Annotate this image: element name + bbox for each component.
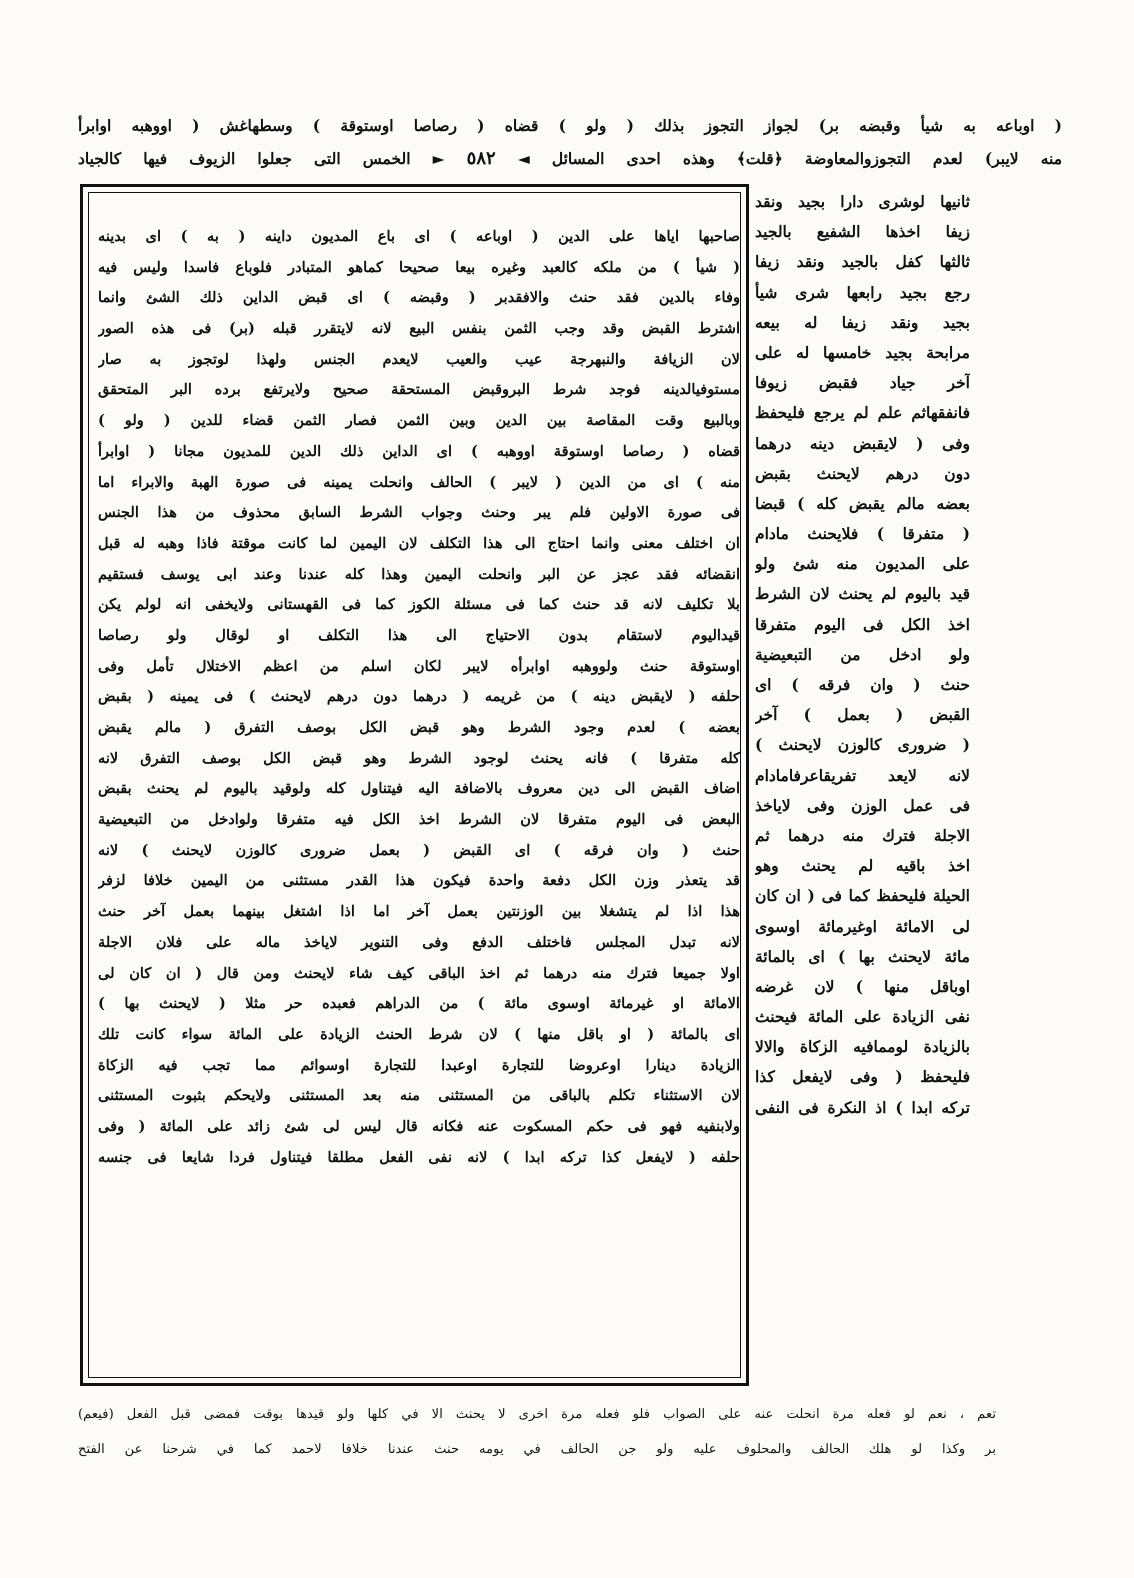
- main-line: وبالبيع وقت المقاصة بين الدين وبين الثمن فصار الثمن قضاء للدين ( ولو ): [98, 412, 740, 430]
- main-line: منه ) اى من الدين ( لايبر ) الحالف وانحلت يمينه فى صورة الهبة والابراء اما: [98, 473, 740, 491]
- header-line-2-end: ► الخمس التى جعلوا الزيوف فيها كالجياد: [78, 149, 445, 168]
- side-line: دون درهم لايحنث بقبض: [755, 463, 970, 483]
- main-line: كله متفرقا ) فانه يحنث لوجود الشرط وهو قبض الكل بوصف التفرق لانه: [98, 749, 740, 767]
- side-line: نفى الزيادة على المائة فيحنث: [755, 1007, 970, 1027]
- main-line: ولابنفيه فهو فى حكم المسكوت عنه فكانه قال ليس لى شئ زائد على المائة ( وفى: [98, 1117, 740, 1135]
- main-line: حلفه ( لايفعل كذا تركه ابدا ) لانه نفى الفعل مطلقا فيتناول فردا شايعا فى جنسه: [98, 1148, 740, 1166]
- side-line: فانفقهاثم علم لم يرجع فليحفظ: [755, 403, 970, 423]
- main-line: قضاه ( رصاصا اوستوقة اووهبه ) اى الداين ذلك الدين للمديون مجانا ( اوابرأ: [98, 442, 740, 460]
- side-line: لى الامائة اوغيرمائة اوسوى: [755, 916, 970, 936]
- main-line: مستوفيالدينه فوجد شرط البروقبض المستحقة صحيح ولايرتفع برده البر المتحقق: [98, 381, 740, 399]
- main-line: قد يتعذر وزن الكل دفعة واحدة فيكون هذا القدر مستثنى من اليمين خلافا لزفر: [98, 872, 740, 890]
- main-line: انقضائه فقد عجز عن البر وانحلت اليمين وهذا كله عندنا وعند ابى يوسف فستقيم: [98, 565, 740, 583]
- side-line: تركه ابدا ) اذ النكرة فى النفى: [755, 1097, 970, 1117]
- main-line: فى صورة الاولين فلم يبر وحنث وجواب الشرط السابق محذوف من هذا الجنس: [98, 504, 740, 522]
- side-column: [755, 187, 970, 1405]
- main-line: الامائة او غيرمائة اوسوى مائة ) من الدراهم فعبده حر مثلا ( لايحنث بها ): [98, 995, 740, 1013]
- side-line: رجع بجيد رابعها شرى شيأ: [755, 282, 970, 302]
- side-line: مائة لايحنث بها ) اى بالمائة: [755, 946, 970, 966]
- main-line: اشترط القبض وقد وجب الثمن بنفس البيع لانه لايتقرر قبله (بر) فى هذه الصور: [98, 320, 740, 338]
- side-line: فليحفظ ( وفى لايفعل كذا: [755, 1067, 970, 1087]
- side-line: ولو ادخل من التبعيضية: [755, 644, 970, 664]
- side-line: اخذ باقيه لم يحنث وهو: [755, 856, 970, 876]
- main-line: لانه تبدل المجلس فاختلف الدفع وفى التنوير لاياخذ ماله على فلان الاجلة: [98, 933, 740, 951]
- main-line: البعض فى اليوم متفرقا لان الشرط اخذ الكل فيه متفرقا ولوادخل من التبعيضية: [98, 811, 740, 829]
- side-line: بعضه مالم يقبض كله ) قبضا: [755, 493, 970, 513]
- side-line: آخر جياد فقبض زيوفا: [755, 373, 970, 393]
- main-line: وفاء بالدين فقد حنث والافقدبر ( وقبضه ) اى قبض الداين ذلك الشئ وانما: [98, 289, 740, 307]
- header-line-2: [78, 145, 1062, 173]
- main-text: [98, 222, 740, 1382]
- header-line-1: ( اوباعه به شيأ وقبضه بر) لجواز التجوز بذلك ( ولو ) قضاه ( رصاصا اوستوقة ) وسطهاغش ( اووهبه اوابرأ: [78, 116, 1062, 135]
- side-line: اوباقل منها ) لان غرضه: [755, 976, 970, 996]
- side-line: وفى ( لايقبض دينه درهما: [755, 433, 970, 453]
- side-line: ثالثها كفل بالجيد ونقد زيفا: [755, 252, 970, 272]
- page-number: ٥٨٢: [466, 148, 496, 169]
- side-line: زيفا اخذها الشفيع بالجيد: [755, 222, 970, 242]
- side-line: لانه لايعد تفريقاعرفامادام: [755, 765, 970, 785]
- header-line-2-start: منه لايبر) لعدم التجوزوالمعاوضة ﴿قلت﴾ وهذه احدى المسائل ◄: [517, 149, 1062, 168]
- main-line: لان الاستثناء تكلم بالباقى من المستثنى منه بعد المستثنى ولايحكم بثبوت المستثنى: [98, 1087, 740, 1105]
- side-line: بالزيادة لوممافيه الزكاة والالا: [755, 1037, 970, 1057]
- main-line: الزيادة دينارا اوعروضا للتجارة اوعبدا للتجارة اوسوائم مما تجب فيه الزكاة: [98, 1056, 740, 1074]
- side-line: الاجلة فترك منه درهما ثم: [755, 825, 970, 845]
- main-line: ان اختلف معنى وانما احتاج الى هذا التكلف لان اليمين لما كانت موقتة فاذا وهبه له قبل: [98, 534, 740, 552]
- main-line: هذا اذا لم يتشغلا بين الوزنتين بعمل آخر اما اذا اشتغل بينهما بعمل آخر حنث: [98, 903, 740, 921]
- side-line: فى عمل الوزن وفى لاياخذ: [755, 795, 970, 815]
- side-line: حنث ( وان فرقه ) اى: [755, 675, 970, 694]
- side-line: على المديون منه شئ ولو: [755, 554, 970, 574]
- side-line: القبض ( بعمل ) آخر: [755, 705, 970, 725]
- main-line: صاحبها اياها على الدين ( اوباعه ) اى باع المديون داينه ( به ) اى بدينه: [98, 228, 740, 245]
- main-line: اى بالمائة ( او باقل منها ) لان شرط الحنث الزيادة على المائة سواء كانت تلك: [98, 1025, 740, 1043]
- main-line: حنث ( وان فرقه ) اى القبض ( بعمل ضرورى كالوزن لايحنث ) لانه: [98, 841, 740, 859]
- main-line: لان الزيافة والنبهرجة عيب والعيب لايعدم الجنس ولهذا لوتجوز به صار: [98, 350, 740, 368]
- main-line: بعضه ) لعدم وجود الشرط وهو قبض الكل بوصف التفرق ( مالم يقبض: [98, 719, 740, 736]
- side-line: مرابحة بجيد خامسها له على: [755, 342, 970, 362]
- main-line: بلا تكليف لانه قد حنث كما فى مسئلة الكوز كما فى القهستانى ولايخفى انه لولم يكن: [98, 596, 740, 614]
- side-line: اخذ الكل فى اليوم متفرقا: [755, 614, 970, 634]
- main-line: اولا جميعا فترك منه درهما ثم اخذ الباقى كيف شاء لايحنث ومن قال ( ان كان لى: [98, 964, 740, 982]
- main-line: اضاف القبض الى دين معروف بالاضافة اليه فيتناول كله ولوقيد باليوم لم يحنث بقبض: [98, 780, 740, 798]
- main-line: ( شيأ ) من ملكه كالعبد وغيره بيعا صحيحا كماهو المتبادر فلوباع فاسدا وليس فيه: [98, 258, 740, 276]
- side-line: ثانيها لوشرى دارا بجيد ونقد: [755, 192, 970, 211]
- side-line: ( ضرورى كالوزن لايحنث ): [755, 735, 970, 755]
- side-line: قيد باليوم لم يحنث لان الشرط: [755, 584, 970, 604]
- main-line: حلفه ( لايقبض دينه ) من غريمه ( درهما دون درهم لايحنث ) فى يمينه ( بقبض: [98, 688, 740, 706]
- side-line: الحيلة فليحفظ كما فى ( ان كان: [755, 886, 970, 906]
- side-line: بجيد ونقد زيفا له بيعه: [755, 312, 970, 332]
- footnote-line-1: تعم ، نعم لو فعله مرة انحلت عنه على الصواب فلو فعله مرة اخرى لا يحنث الا في كلها ولو قيدها بوقت فمضى قبل الفعل (فيعم): [78, 1407, 996, 1422]
- side-line: ( متفرقا ) فلايحنث مادام: [755, 524, 970, 544]
- main-line: قيداليوم لاستقام بدون الاحتياج الى هذا التكلف او لوقال ولو رصاصا: [98, 626, 740, 644]
- footnote-line-2: بر وكذا لو هلك الحالف والمحلوف عليه ولو جن الحالف في يومه حنث عندنا خلافا لاحمد كما في شرحنا عن الفتح: [78, 1442, 996, 1457]
- main-line: اوستوقة حنث ولووهبه اوابرأه لايبر لكان اسلم من اعظم الاختلال تأمل وفى: [98, 657, 740, 675]
